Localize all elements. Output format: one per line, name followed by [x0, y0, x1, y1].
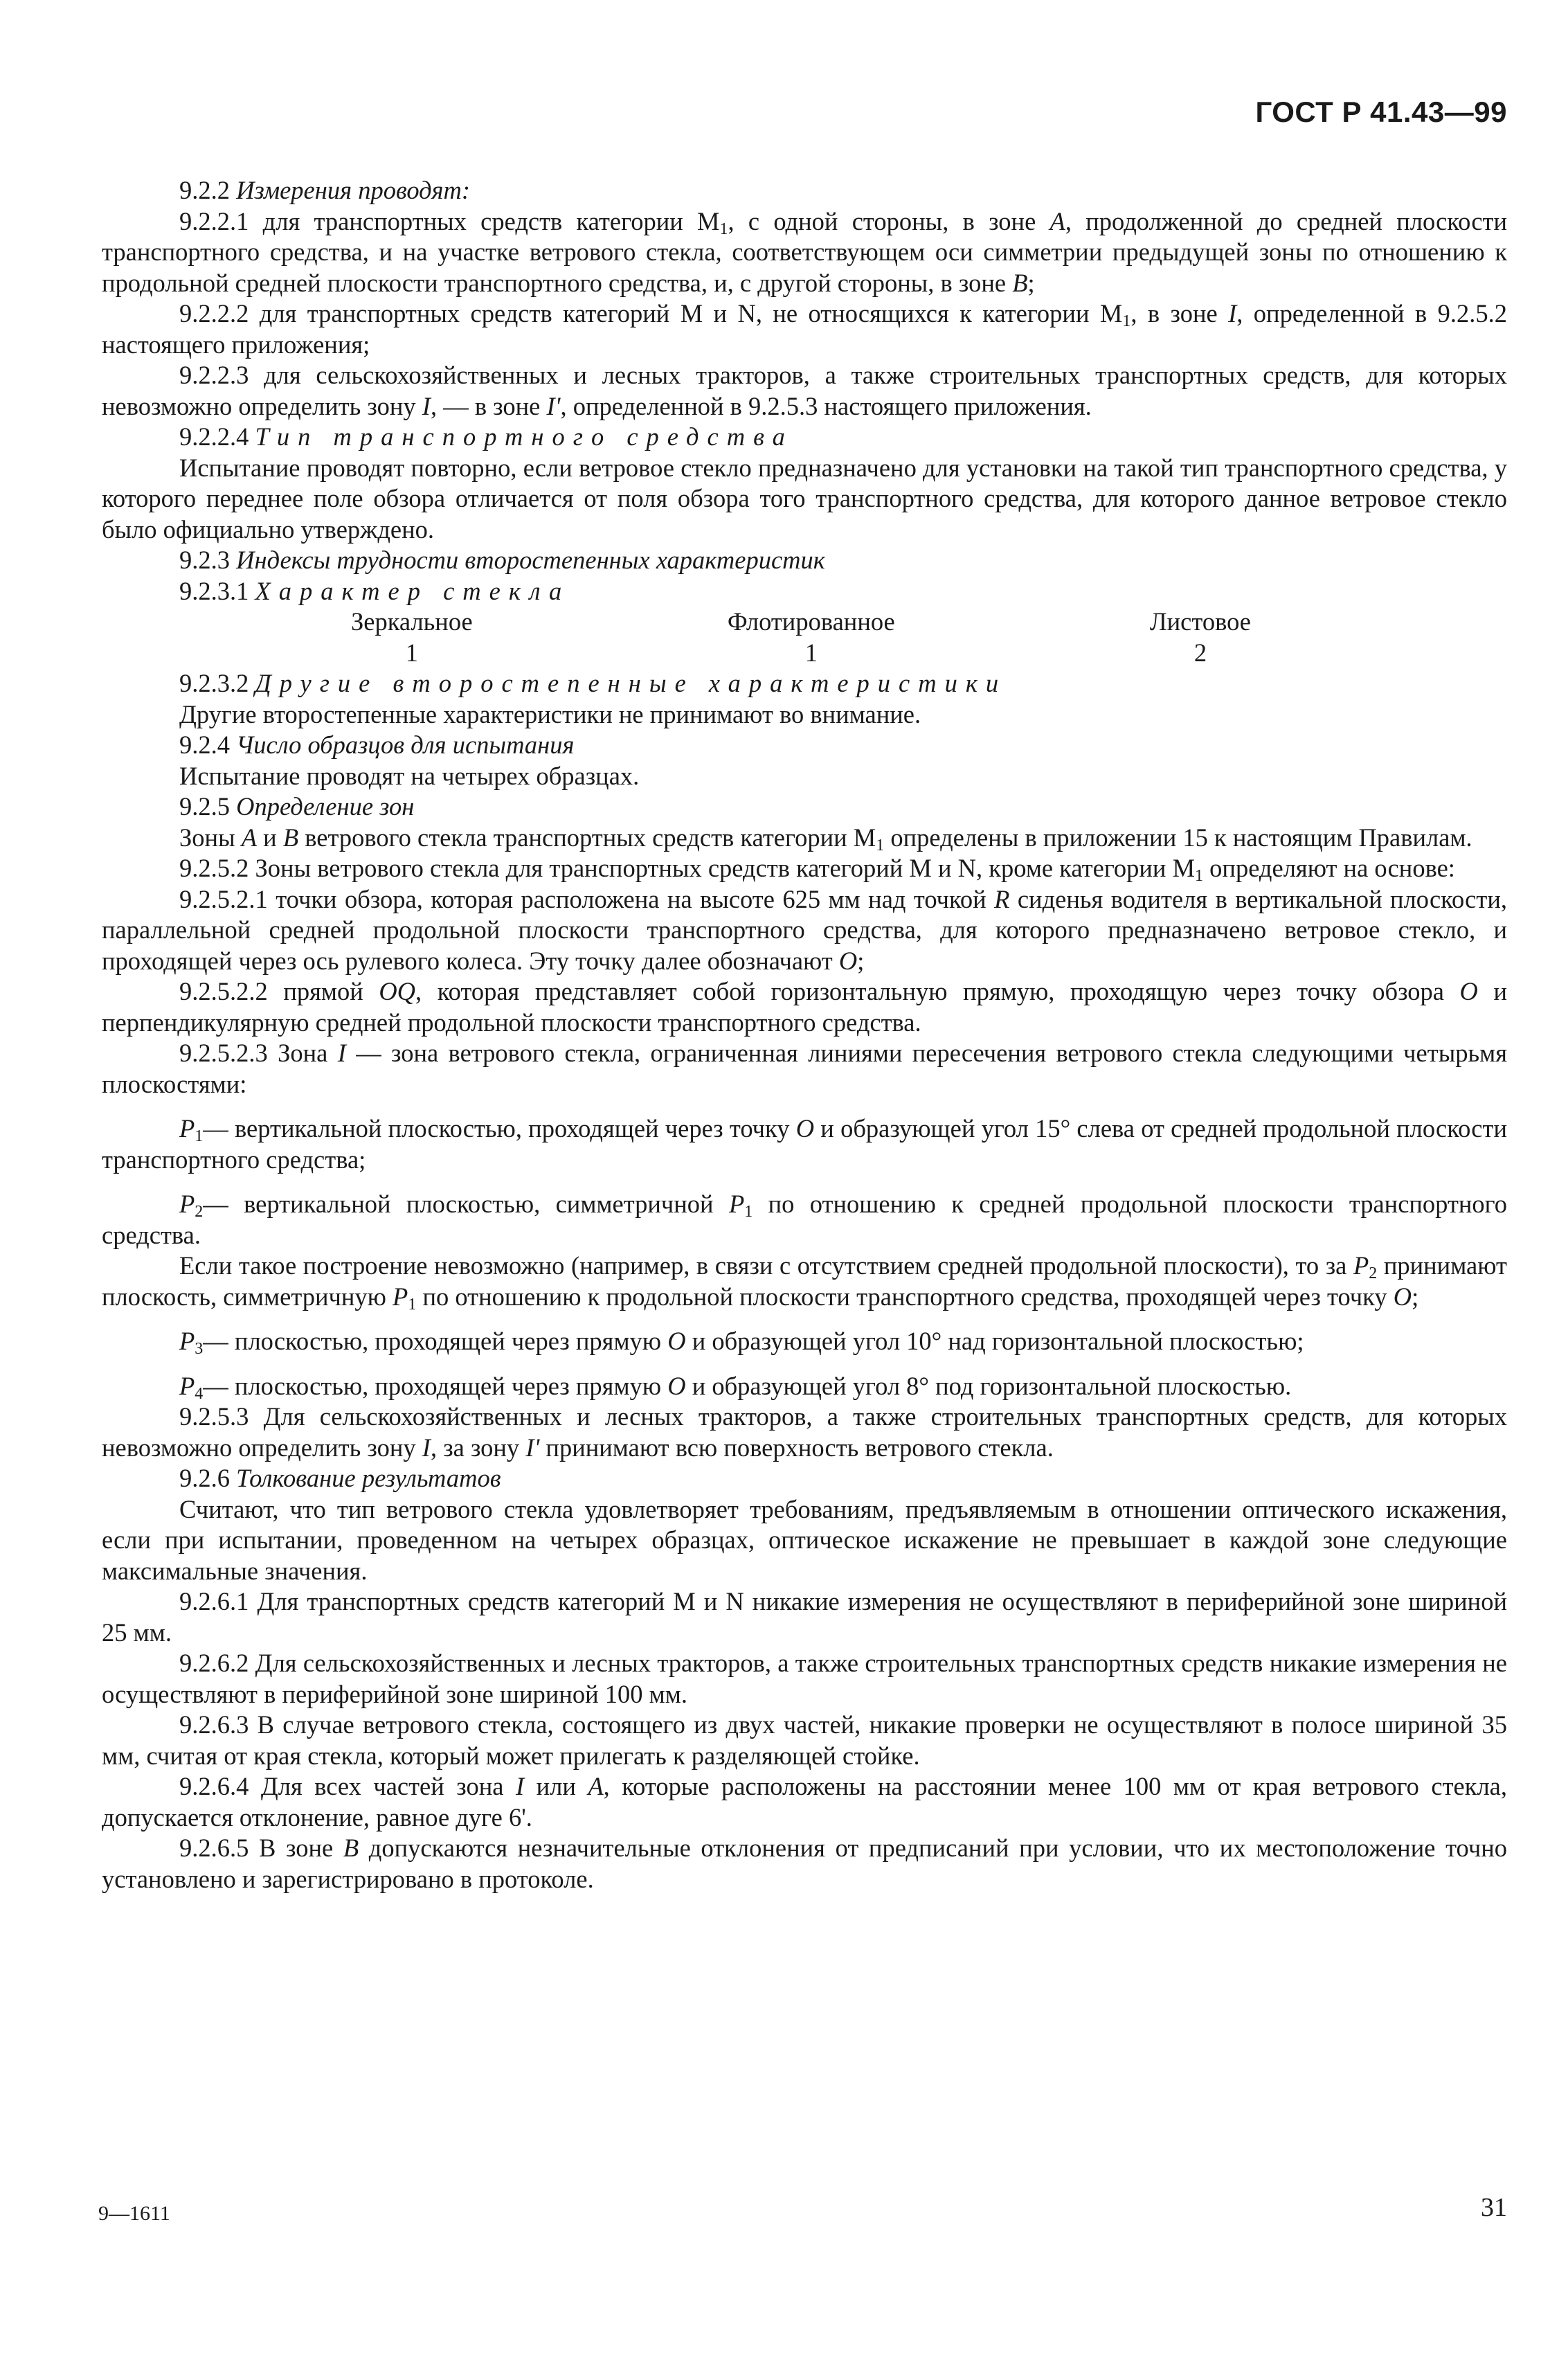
section-9-2-2-1: 9.2.2.1 для транспортных средств категории $M_1$, с одной стороны, в зоне A, продолженной до средней плоскости транспортного средства, и на участке ветрового стекла, соответствующем оси симметрии предыдущей зоны по отношению к продольной средней плоскости транспортного средства, и, с другой стороны, в зоне B;	[102, 206, 1508, 297]
retest-paragraph: Испытание проводят повторно, если ветровое стекло предназначено для установки на такой тип транспортного средства, у которого переднее поле обзора отличается от поля обзора того транспортного средства, для которого данное ветровое стекло было официально утверждено.	[102, 453, 1507, 544]
section-9-2-5-3: 9.2.5.3 Для сельскохозяйственных и лесных тракторов, а также строительных транспортных средств, для которых невозможно определить зону I, за зону I' принимают всю поверхность ветрового стекла.	[102, 1402, 1508, 1462]
plane-p3: $P_3—$ плоскостью, проходящей через прямую O и образующей угол 10° над горизонтальной плоскостью;	[179, 1327, 1304, 1358]
section-9-2-5-2-2: 9.2.5.2.2 прямой OQ, которая представляет собой горизонтальную прямую, проходящую через точку обзора O и перпендикулярную средней продольной плоскости транспортного средства.	[102, 977, 1507, 1037]
glass-types-table	[102, 607, 1507, 668]
section-9-2-6-2: 9.2.6.2 Для сельскохозяйственных и лесных тракторов, а также строительных транспортных средств никакие измерения не осуществляют в периферийной зоне шириной 100 мм.	[102, 1649, 1507, 1708]
plane-p1: $P_1—$ вертикальной плоскостью, проходящей через точку O и образующей угол 15° слева от средней продольной плоскости транспортного средства;	[102, 1114, 1507, 1174]
section-9-2-2-4: 9.2.2.4 Тип транспортного средства	[179, 422, 793, 451]
section-9-2-5: 9.2.5 Определение зон	[179, 792, 415, 821]
glass-type-sheet: Листовое 2	[1149, 607, 1251, 667]
section-9-2-4: 9.2.4 Число образцов для испытания	[179, 731, 575, 759]
zones-a-b-paragraph: Зоны A и B ветрового стекла транспортных средств категории $M_1$ определены в приложении 15 к настоящим Правилам.	[179, 823, 1472, 854]
section-9-2-6-1: 9.2.6.1 Для транспортных средств категорий M и N никакие измерения не осуществляют в периферийной зоне шириной 25 мм.	[102, 1587, 1507, 1647]
plane-p2-alternative: Если такое построение невозможно (например, в связи с отсутствием средней продольной плоскости), то за $P_2$ принимают плоскость, симметричную $P_1$ по отношению к продольной плоскости транспортного средства, проходящей через точку O;	[102, 1251, 1507, 1314]
document-body	[102, 175, 1507, 1895]
section-9-2-2-3: 9.2.2.3 для сельскохозяйственных и лесных тракторов, а также строительных транспортных средств, для которых невозможно определить зону I, — в зоне I', определенной в 9.2.5.3 настоящего приложения.	[102, 361, 1507, 420]
glass-type-float: Флотированное 1	[727, 607, 895, 667]
section-9-2-2: 9.2.2 Измерения проводят:	[179, 176, 471, 204]
section-9-2-5-2-3: 9.2.5.2.3 Зона I — зона ветрового стекла, ограниченная линиями пересечения ветрового стекла следующими четырьмя плоскостями:	[102, 1039, 1507, 1098]
section-9-2-6-3: 9.2.6.3 В случае ветрового стекла, состоящего из двух частей, никакие проверки не осуществляют в полосе шириной 35 мм, считая от края стекла, который может прилегать к разделяющей стойке.	[102, 1710, 1508, 1770]
document-code: ГОСТ Р 41.43—99	[1255, 96, 1507, 128]
section-9-2-6-5: 9.2.6.5 В зоне B допускаются незначительные отклонения от предписаний при условии, что их местоположение точно установлено и зарегистрировано в протоколе.	[102, 1834, 1507, 1893]
glass-type-mirror: Зеркальное 1	[351, 607, 473, 667]
section-9-2-3-1: 9.2.3.1 Характер стекла	[179, 576, 570, 605]
plane-p2: $P_2—$ вертикальной плоскостью, симметричной $P_1$ по отношению к средней продольной плоскости транспортного средства.	[102, 1190, 1507, 1249]
print-code: 9—1611	[98, 2202, 170, 2225]
section-9-2-3: 9.2.3 Индексы трудности второстепенных характеристик	[179, 546, 825, 574]
section-9-2-5-2-1: 9.2.5.2.1 точки обзора, которая расположена на высоте 625 мм над точкой R сиденья водителя в вертикальной плоскости, параллельной средней продольной плоскости транспортного средства, для которого предназначено ветровое стекло, и проходящей через ось рулевого колеса. Эту точку далее обозначают O;	[102, 884, 1507, 975]
page-number: 31	[1481, 2193, 1507, 2222]
section-9-2-2-2: 9.2.2.2 для транспортных средств категорий M и N, не относящихся к категории $M_1$, в зоне I, определенной в 9.2.5.2 настоящего приложения;	[102, 299, 1507, 359]
other-characteristics: Другие второстепенные характеристики не принимают во внимание.	[179, 699, 921, 728]
section-9-2-3-2: 9.2.3.2 Другие второстепенные характеристики	[179, 669, 1007, 697]
interpretation-paragraph: Считают, что тип ветрового стекла удовлетворяет требованиям, предъявляемым в отношении оптического искажения, если при испытании, проведенном на четырех образцах, оптическое искажение не превышает в каждой зоне следующие максимальные значения.	[102, 1494, 1507, 1585]
section-9-2-6-4: 9.2.6.4 Для всех частей зона I или A, которые расположены на расстоянии менее 100 мм от края ветрового стекла, допускается отклонение, равное дуге 6'.	[102, 1772, 1507, 1832]
samples-paragraph: Испытание проводят на четырех образцах.	[179, 761, 640, 790]
plane-p4: $P_4—$ плоскостью, проходящей через прямую O и образующей угол 8° под горизонтальной плоскостью.	[179, 1371, 1292, 1403]
section-9-2-5-2: 9.2.5.2 Зоны ветрового стекла для транспортных средств категорий M и N, кроме категории $M_1$ определяют на основе:	[179, 854, 1455, 885]
section-9-2-6: 9.2.6 Толкование результатов	[179, 1464, 501, 1492]
